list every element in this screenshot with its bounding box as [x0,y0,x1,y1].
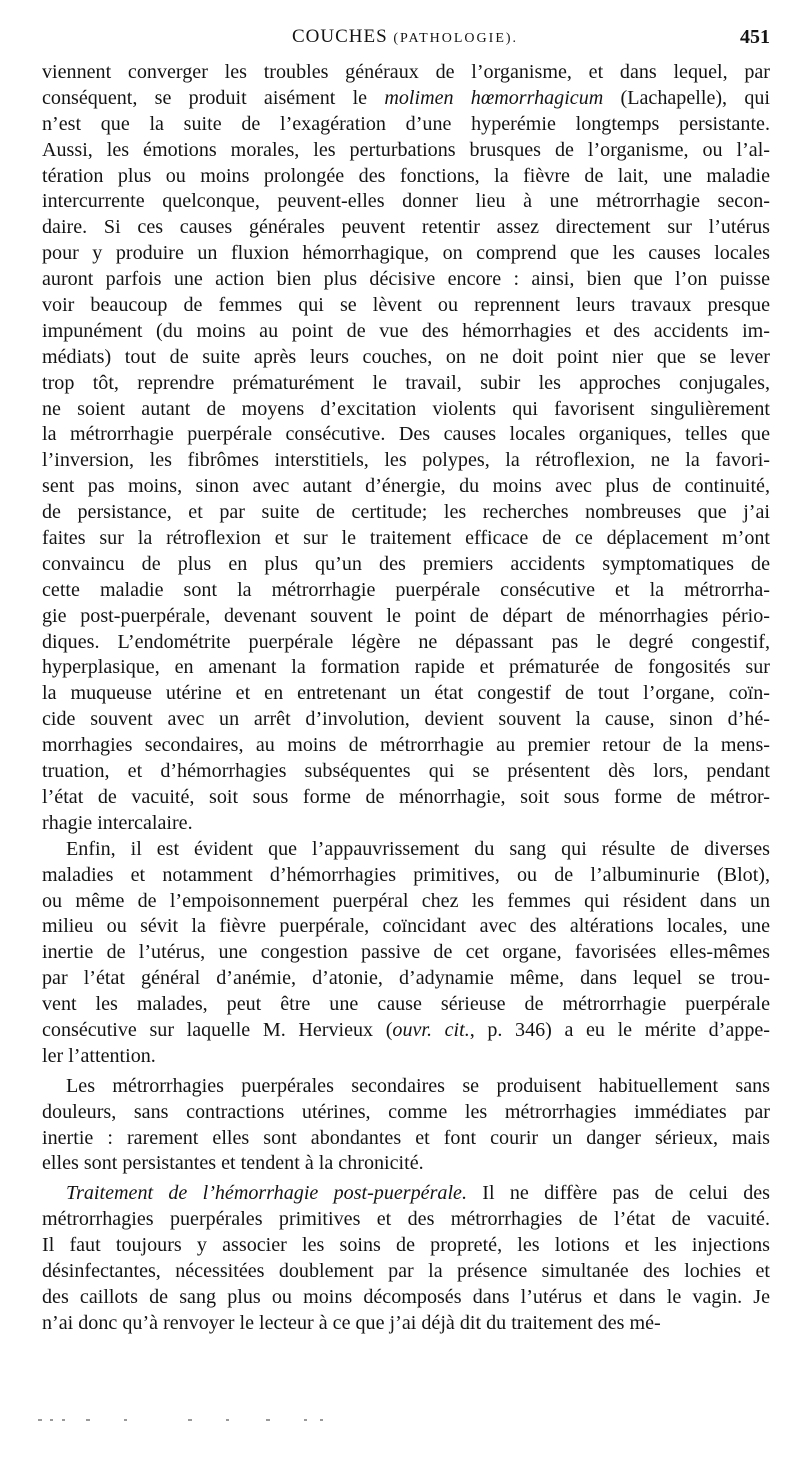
text-line [42,552,770,578]
text-run: daire. Si ces causes générales peuvent retentir assez directement sur l’utérus [42,216,770,239]
text-run: désinfectantes, nécessitées doublement par la présence simultanée des lochies et [42,1259,770,1282]
text-run: Les métrorrhagies puerpérales secondaires se produisent habituellement sans [66,1074,770,1097]
text-run: pour y produire un fluxion hémorrhagique, on comprend que les causes locales [42,242,770,265]
text-line [42,1181,770,1207]
text-run: cette maladie sont la métrorrhagie puerpérale consécutive et la métrorrha- [42,578,770,601]
text-run: de persistance, et par suite de certitude; les recherches nombreuses que j’ai [42,501,770,524]
text-line [42,319,770,345]
running-head [40,26,770,52]
text-run: , p. 346) a eu le mérite d’appe- [469,1018,770,1041]
text-line [42,1044,770,1070]
text-run: n’est que la suite de l’exagération d’une hyperémie longtemps persistante. [42,112,770,135]
italic-phrase: Traitement de l’hémorrhagie post-puerpérale. [66,1182,467,1205]
paragraph-4 [42,1181,770,1336]
text-run: convaincu de plus en plus qu’un des premiers accidents symptomatiques de [42,552,770,575]
text-run: l’inversion, les fibrômes interstitiels, les polypes, la rétroflexion, ne la favori- [42,449,770,472]
text-line [42,1285,770,1311]
text-run: hyperplasique, en amenant la formation rapide et prématurée de fongosités sur [42,656,770,679]
text-run: elles sont persistantes et tendent à la chronicité. [42,1152,424,1175]
text-run: rhagie intercalaire. [42,811,193,834]
text-line [42,966,770,992]
text-run: Il faut toujours y associer les soins de propreté, les lotions et les injections [42,1234,770,1257]
text-line [42,448,770,474]
running-title-main: COUCHES [291,26,388,47]
text-line [42,1074,770,1100]
text-line [42,526,770,552]
text-line [42,655,770,681]
text-line [42,863,770,889]
text-run: médiats) tout de suite après leurs couches, on ne doit point nier que se lever [42,345,770,368]
text-line [42,1207,770,1233]
text-line [42,940,770,966]
text-line [42,811,770,837]
text-run: trop tôt, reprendre prématurément le travail, subir les approches conjugales, [42,371,770,394]
text-run: Enfin, il est évident que l’appauvrissement du sang qui résulte de diverses [66,837,770,860]
text-line [42,60,770,86]
body-text [42,60,770,1337]
text-run: cide souvent avec un arrêt d’involution, devient souvent la cause, sinon d’hé- [42,708,770,731]
paragraph-3 [42,1074,770,1178]
text-line [42,630,770,656]
text-line [42,397,770,423]
text-line [42,1233,770,1259]
text-run: la muqueuse utérine et en entretenant un état congestif de tout l’organe, coïn- [42,682,770,705]
text-run: n’ai donc qu’à renvoyer le lecteur à ce que j’ai déjà dit du traitement des mé- [42,1311,661,1334]
text-run: viennent converger les troubles généraux de l’organisme, et dans lequel, par [42,61,770,83]
text-run: milieu ou sévit la fièvre puerpérale, coïncidant avec des altérations locales, une [42,915,770,938]
text-line [42,345,770,371]
text-run: par l’état général d’anémie, d’atonie, d’adynamie même, dans lequel se trou- [42,967,770,990]
footer-print-marks [38,1416,338,1424]
text-run: métrorrhagies puerpérales primitives et des métrorrhagies de l’état de vacuité. [42,1208,770,1231]
italic-phrase: ouvr. cit. [392,1018,470,1041]
text-run: morrhagies secondaires, au moins de métrorrhagie au premier retour de la mens- [42,734,770,757]
text-run: (Lachapelle), qui [603,86,770,109]
text-line [42,604,770,630]
text-run: impunément (du moins au point de vue des hémorrhagies et des accidents im- [42,319,770,342]
text-run: des caillots de sang plus ou moins décomposés dans l’utérus et dans le vagin. Je [42,1285,770,1308]
text-line [42,837,770,863]
text-run: l’état de vacuité, soit sous forme de ménorrhagie, soit sous forme de métror- [42,785,770,808]
text-line [42,733,770,759]
text-run: la métrorrhagie puerpérale consécutive. Des causes locales organiques, telles que [42,423,770,446]
italic-phrase: molimen hœmorrhagicum [384,86,604,109]
text-line [42,578,770,604]
text-run: faites sur la rétroflexion et sur le traitement efficace de ce déplacement m’ont [42,527,770,550]
text-run: ne soient autant de moyens d’excitation violents qui favorisent singulièrement [42,397,770,420]
text-run: Il ne diffère pas de celui des [467,1182,770,1205]
text-line [42,112,770,138]
text-line [42,371,770,397]
text-run: diques. L’endométrite puerpérale légère ne dépassant pas le degré congestif, [42,630,770,653]
text-run: Aussi, les émotions morales, les perturbations brusques de l’organisme, ou l’al- [42,138,770,161]
text-line [42,1151,770,1177]
text-line [42,1311,770,1337]
text-run: tération plus ou moins prolongée des fonctions, la fièvre de lait, une maladie [42,164,770,187]
text-line [42,293,770,319]
text-run: douleurs, sans contractions utérines, comme les métrorrhagies immédiates par [42,1100,770,1123]
text-run: voir beaucoup de femmes qui se lèvent ou reprennent leurs travaux presque [42,294,770,317]
text-line [42,1126,770,1152]
text-line [42,1100,770,1126]
paragraph-1 [42,60,770,837]
text-line [42,164,770,190]
text-line [42,422,770,448]
text-run: conséquent, se produit aisément le [42,86,385,109]
text-run: maladies et notamment d’hémorrhagies primitives, ou de l’albuminurie (Blot), [42,863,770,886]
text-run: intercurrente quelconque, peuvent-elles donner lieu à une métrorrhagie secon- [42,190,770,213]
text-line [42,992,770,1018]
text-run: inertie : rarement elles sont abondantes et font courir un danger sérieux, mais [42,1126,770,1149]
text-line [42,215,770,241]
text-run: inertie de l’utérus, une congestion passive de cet organe, favorisées elles-mêmes [42,941,770,964]
text-run: auront parfois une action bien plus décisive encore : ainsi, bien que l’on puisse [42,268,770,291]
text-run: sent pas moins, sinon avec autant d’énergie, du moins avec plus de continuité, [42,475,770,498]
text-line [42,474,770,500]
text-run: ou même de l’empoisonnement puerpéral chez les femmes qui résident dans un [42,889,770,912]
text-line [42,189,770,215]
text-line [42,138,770,164]
text-run: truation, et d’hémorrhagies subséquentes qui se présentent dès lors, pendant [42,760,770,783]
text-line [42,681,770,707]
text-line [42,86,770,112]
text-line [42,1259,770,1285]
text-line [42,759,770,785]
text-line [42,241,770,267]
running-title [40,26,770,48]
text-line [42,1018,770,1044]
text-line [42,914,770,940]
text-line [42,267,770,293]
text-line [42,785,770,811]
text-run: consécutive sur laquelle M. Hervieux ( [42,1018,393,1041]
text-line [42,707,770,733]
text-line [42,889,770,915]
paragraph-2 [42,837,770,1070]
text-run: vent les malades, peut être une cause sérieuse de métrorrhagie puerpérale [42,993,770,1016]
running-title-sub: (PATHOLOGIE). [393,31,519,46]
text-line [42,500,770,526]
page-number: 451 [740,26,770,48]
text-run: gie post-puerpérale, devenant souvent le point de départ de ménorrhagies pério- [42,604,770,627]
text-run: ler l’attention. [42,1044,156,1067]
